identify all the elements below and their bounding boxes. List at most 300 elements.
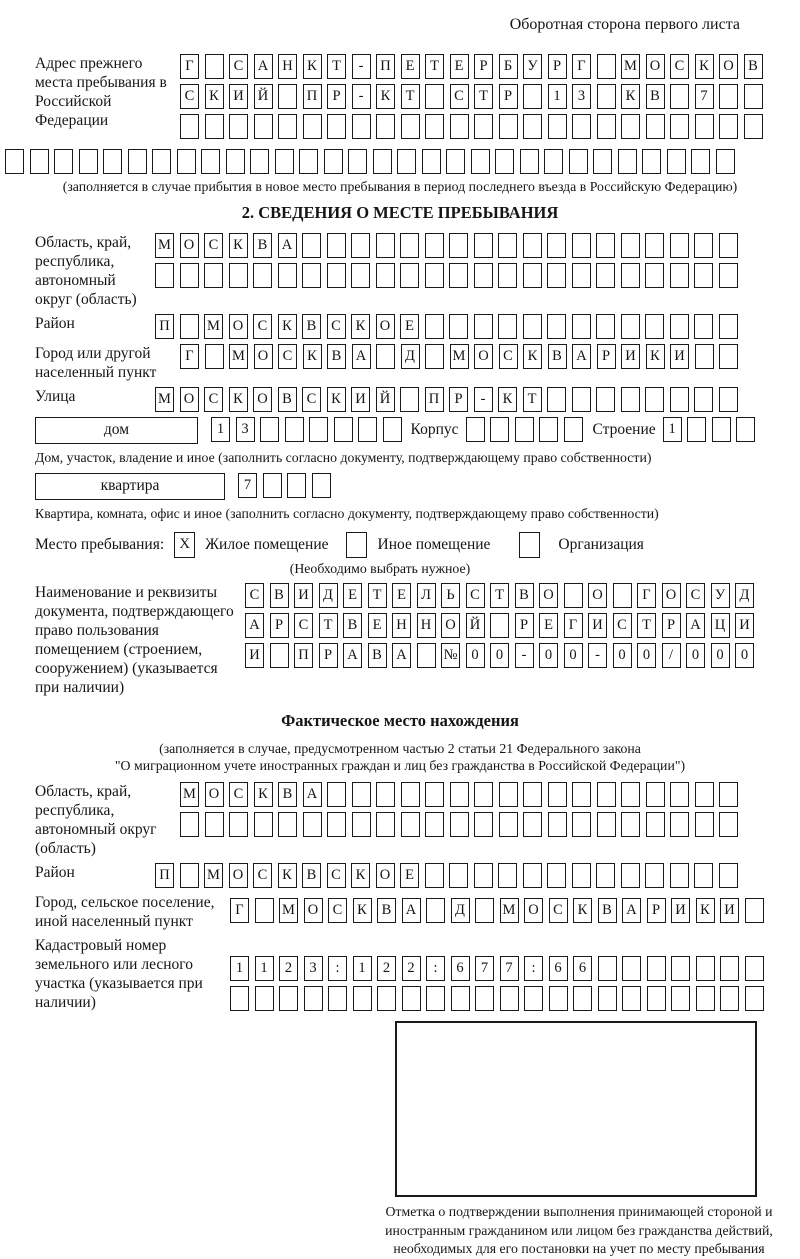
- char-cell[interactable]: С: [466, 583, 485, 608]
- char-cell[interactable]: [353, 986, 372, 1011]
- char-cell[interactable]: 0: [711, 643, 730, 668]
- char-cell[interactable]: 3: [572, 84, 591, 109]
- char-cell[interactable]: С: [499, 344, 518, 369]
- char-cell[interactable]: В: [278, 782, 297, 807]
- char-cell[interactable]: [547, 387, 566, 412]
- char-cell[interactable]: -: [515, 643, 534, 668]
- char-cell[interactable]: [719, 114, 738, 139]
- char-cell[interactable]: [278, 263, 297, 288]
- char-cell[interactable]: [327, 233, 346, 258]
- char-cell[interactable]: К: [229, 233, 248, 258]
- char-cell[interactable]: [695, 782, 714, 807]
- char-cell[interactable]: [204, 263, 223, 288]
- char-cell[interactable]: [564, 417, 583, 442]
- char-cell[interactable]: [716, 149, 735, 174]
- char-cell[interactable]: [348, 149, 367, 174]
- char-cell[interactable]: :: [524, 956, 543, 981]
- char-cell[interactable]: [696, 956, 715, 981]
- char-cell[interactable]: Р: [597, 344, 616, 369]
- char-cell[interactable]: В: [278, 387, 297, 412]
- char-cell[interactable]: [646, 114, 665, 139]
- char-cell[interactable]: [279, 986, 298, 1011]
- char-cell[interactable]: -: [588, 643, 607, 668]
- char-cell[interactable]: 7: [475, 956, 494, 981]
- char-cell[interactable]: С: [294, 613, 313, 638]
- char-cell[interactable]: [573, 986, 592, 1011]
- char-cell[interactable]: [376, 233, 395, 258]
- char-cell[interactable]: О: [254, 344, 273, 369]
- char-cell[interactable]: [278, 114, 297, 139]
- char-cell[interactable]: В: [253, 233, 272, 258]
- char-cell[interactable]: [425, 84, 444, 109]
- other-premises-checkbox[interactable]: [346, 532, 367, 558]
- char-cell[interactable]: [572, 233, 591, 258]
- char-cell[interactable]: [523, 114, 542, 139]
- char-cell[interactable]: 0: [686, 643, 705, 668]
- char-cell[interactable]: В: [270, 583, 289, 608]
- char-cell[interactable]: О: [180, 387, 199, 412]
- char-cell[interactable]: [670, 263, 689, 288]
- char-cell[interactable]: [621, 863, 640, 888]
- char-cell[interactable]: [694, 263, 713, 288]
- char-cell[interactable]: [645, 387, 664, 412]
- char-cell[interactable]: [671, 956, 690, 981]
- char-cell[interactable]: [201, 149, 220, 174]
- char-cell[interactable]: [474, 782, 493, 807]
- char-cell[interactable]: [302, 233, 321, 258]
- char-cell[interactable]: С: [229, 782, 248, 807]
- char-cell[interactable]: [229, 263, 248, 288]
- char-cell[interactable]: [303, 812, 322, 837]
- char-cell[interactable]: [302, 263, 321, 288]
- char-cell[interactable]: [670, 863, 689, 888]
- organization-checkbox[interactable]: [519, 532, 540, 558]
- char-cell[interactable]: О: [376, 314, 395, 339]
- char-cell[interactable]: О: [719, 54, 738, 79]
- char-cell[interactable]: [549, 986, 568, 1011]
- char-cell[interactable]: 2: [402, 956, 421, 981]
- char-cell[interactable]: [278, 812, 297, 837]
- char-cell[interactable]: М: [229, 344, 248, 369]
- char-cell[interactable]: [523, 863, 542, 888]
- char-cell[interactable]: [426, 898, 445, 923]
- char-cell[interactable]: А: [254, 54, 273, 79]
- char-cell[interactable]: [596, 387, 615, 412]
- char-cell[interactable]: [670, 812, 689, 837]
- char-cell[interactable]: [719, 314, 738, 339]
- char-cell[interactable]: [621, 387, 640, 412]
- char-cell[interactable]: Г: [230, 898, 249, 923]
- char-cell[interactable]: К: [353, 898, 372, 923]
- char-cell[interactable]: О: [646, 54, 665, 79]
- char-cell[interactable]: О: [229, 314, 248, 339]
- char-cell[interactable]: [621, 314, 640, 339]
- char-cell[interactable]: [596, 263, 615, 288]
- char-cell[interactable]: Н: [392, 613, 411, 638]
- char-cell[interactable]: [572, 863, 591, 888]
- char-cell[interactable]: Д: [451, 898, 470, 923]
- char-cell[interactable]: [645, 233, 664, 258]
- char-cell[interactable]: [474, 233, 493, 258]
- char-cell[interactable]: М: [204, 863, 223, 888]
- char-cell[interactable]: А: [402, 898, 421, 923]
- char-cell[interactable]: [402, 986, 421, 1011]
- char-cell[interactable]: [180, 263, 199, 288]
- char-cell[interactable]: [304, 986, 323, 1011]
- char-cell[interactable]: В: [646, 84, 665, 109]
- char-cell[interactable]: [383, 417, 402, 442]
- char-cell[interactable]: [401, 812, 420, 837]
- char-cell[interactable]: Т: [327, 54, 346, 79]
- char-cell[interactable]: [474, 114, 493, 139]
- char-cell[interactable]: К: [376, 84, 395, 109]
- char-cell[interactable]: [425, 782, 444, 807]
- char-cell[interactable]: О: [588, 583, 607, 608]
- char-cell[interactable]: Й: [466, 613, 485, 638]
- char-cell[interactable]: [645, 314, 664, 339]
- char-cell[interactable]: [54, 149, 73, 174]
- char-cell[interactable]: [572, 812, 591, 837]
- char-cell[interactable]: С: [327, 314, 346, 339]
- char-cell[interactable]: [670, 387, 689, 412]
- char-cell[interactable]: Е: [368, 613, 387, 638]
- char-cell[interactable]: [667, 149, 686, 174]
- char-cell[interactable]: [695, 344, 714, 369]
- char-cell[interactable]: [373, 149, 392, 174]
- char-cell[interactable]: [155, 263, 174, 288]
- char-cell[interactable]: [572, 782, 591, 807]
- char-cell[interactable]: С: [686, 583, 705, 608]
- char-cell[interactable]: С: [328, 898, 347, 923]
- char-cell[interactable]: [523, 812, 542, 837]
- char-cell[interactable]: [548, 812, 567, 837]
- char-cell[interactable]: Й: [376, 387, 395, 412]
- char-cell[interactable]: [736, 417, 755, 442]
- char-cell[interactable]: [299, 149, 318, 174]
- char-cell[interactable]: [327, 812, 346, 837]
- char-cell[interactable]: Н: [417, 613, 436, 638]
- char-cell[interactable]: [523, 782, 542, 807]
- char-cell[interactable]: С: [253, 314, 272, 339]
- char-cell[interactable]: 2: [377, 956, 396, 981]
- char-cell[interactable]: И: [588, 613, 607, 638]
- char-cell[interactable]: П: [155, 314, 174, 339]
- char-cell[interactable]: С: [450, 84, 469, 109]
- char-cell[interactable]: И: [294, 583, 313, 608]
- char-cell[interactable]: 0: [637, 643, 656, 668]
- char-cell[interactable]: [719, 344, 738, 369]
- char-cell[interactable]: С: [278, 344, 297, 369]
- char-cell[interactable]: [498, 863, 517, 888]
- char-cell[interactable]: [474, 314, 493, 339]
- char-cell[interactable]: [523, 263, 542, 288]
- char-cell[interactable]: К: [278, 314, 297, 339]
- char-cell[interactable]: И: [720, 898, 739, 923]
- char-cell[interactable]: П: [155, 863, 174, 888]
- char-cell[interactable]: С: [229, 54, 248, 79]
- char-cell[interactable]: [569, 149, 588, 174]
- char-cell[interactable]: А: [278, 233, 297, 258]
- char-cell[interactable]: [613, 583, 632, 608]
- char-cell[interactable]: [263, 473, 282, 498]
- char-cell[interactable]: В: [515, 583, 534, 608]
- char-cell[interactable]: [691, 149, 710, 174]
- char-cell[interactable]: 1: [353, 956, 372, 981]
- char-cell[interactable]: М: [621, 54, 640, 79]
- char-cell[interactable]: [618, 149, 637, 174]
- char-cell[interactable]: 6: [549, 956, 568, 981]
- char-cell[interactable]: 0: [613, 643, 632, 668]
- char-cell[interactable]: [744, 114, 763, 139]
- char-cell[interactable]: С: [670, 54, 689, 79]
- char-cell[interactable]: [598, 986, 617, 1011]
- char-cell[interactable]: [596, 233, 615, 258]
- char-cell[interactable]: И: [670, 344, 689, 369]
- char-cell[interactable]: [695, 114, 714, 139]
- char-cell[interactable]: [499, 114, 518, 139]
- char-cell[interactable]: С: [180, 84, 199, 109]
- char-cell[interactable]: [719, 84, 738, 109]
- char-cell[interactable]: [376, 812, 395, 837]
- char-cell[interactable]: [327, 782, 346, 807]
- char-cell[interactable]: М: [500, 898, 519, 923]
- char-cell[interactable]: [327, 114, 346, 139]
- char-cell[interactable]: [253, 263, 272, 288]
- char-cell[interactable]: [547, 233, 566, 258]
- char-cell[interactable]: [352, 114, 371, 139]
- char-cell[interactable]: [303, 114, 322, 139]
- char-cell[interactable]: У: [523, 54, 542, 79]
- char-cell[interactable]: [544, 149, 563, 174]
- char-cell[interactable]: [376, 114, 395, 139]
- char-cell[interactable]: [694, 387, 713, 412]
- char-cell[interactable]: [572, 263, 591, 288]
- char-cell[interactable]: [205, 344, 224, 369]
- char-cell[interactable]: [250, 149, 269, 174]
- char-cell[interactable]: [694, 863, 713, 888]
- char-cell[interactable]: [397, 149, 416, 174]
- char-cell[interactable]: [621, 263, 640, 288]
- char-cell[interactable]: [720, 986, 739, 1011]
- char-cell[interactable]: [180, 114, 199, 139]
- residential-checkbox[interactable]: [174, 532, 195, 558]
- char-cell[interactable]: [287, 473, 306, 498]
- char-cell[interactable]: [5, 149, 24, 174]
- char-cell[interactable]: [622, 956, 641, 981]
- char-cell[interactable]: 1: [211, 417, 230, 442]
- char-cell[interactable]: С: [204, 387, 223, 412]
- char-cell[interactable]: [103, 149, 122, 174]
- char-cell[interactable]: Т: [425, 54, 444, 79]
- char-cell[interactable]: [152, 149, 171, 174]
- char-cell[interactable]: [180, 314, 199, 339]
- char-cell[interactable]: [401, 114, 420, 139]
- char-cell[interactable]: [523, 84, 542, 109]
- char-cell[interactable]: [524, 986, 543, 1011]
- char-cell[interactable]: И: [621, 344, 640, 369]
- char-cell[interactable]: [696, 986, 715, 1011]
- char-cell[interactable]: К: [229, 387, 248, 412]
- char-cell[interactable]: К: [695, 54, 714, 79]
- char-cell[interactable]: В: [327, 344, 346, 369]
- char-cell[interactable]: [647, 986, 666, 1011]
- char-cell[interactable]: [446, 149, 465, 174]
- char-cell[interactable]: К: [278, 863, 297, 888]
- char-cell[interactable]: [312, 473, 331, 498]
- char-cell[interactable]: [229, 114, 248, 139]
- char-cell[interactable]: [205, 54, 224, 79]
- char-cell[interactable]: [324, 149, 343, 174]
- char-cell[interactable]: О: [304, 898, 323, 923]
- char-cell[interactable]: [285, 417, 304, 442]
- char-cell[interactable]: Д: [735, 583, 754, 608]
- char-cell[interactable]: [376, 782, 395, 807]
- char-cell[interactable]: [695, 812, 714, 837]
- char-cell[interactable]: О: [376, 863, 395, 888]
- char-cell[interactable]: [425, 263, 444, 288]
- char-cell[interactable]: К: [573, 898, 592, 923]
- char-cell[interactable]: /: [662, 643, 681, 668]
- char-cell[interactable]: О: [474, 344, 493, 369]
- char-cell[interactable]: Р: [319, 643, 338, 668]
- char-cell[interactable]: [745, 986, 764, 1011]
- char-cell[interactable]: Е: [401, 54, 420, 79]
- char-cell[interactable]: Р: [270, 613, 289, 638]
- char-cell[interactable]: :: [328, 956, 347, 981]
- char-cell[interactable]: М: [180, 782, 199, 807]
- char-cell[interactable]: А: [343, 643, 362, 668]
- char-cell[interactable]: Й: [254, 84, 273, 109]
- char-cell[interactable]: Г: [180, 54, 199, 79]
- char-cell[interactable]: [572, 114, 591, 139]
- char-cell[interactable]: [352, 812, 371, 837]
- char-cell[interactable]: [498, 263, 517, 288]
- char-cell[interactable]: [449, 263, 468, 288]
- char-cell[interactable]: Г: [180, 344, 199, 369]
- char-cell[interactable]: [670, 233, 689, 258]
- char-cell[interactable]: [351, 233, 370, 258]
- char-cell[interactable]: [495, 149, 514, 174]
- char-cell[interactable]: Т: [319, 613, 338, 638]
- char-cell[interactable]: -: [352, 54, 371, 79]
- char-cell[interactable]: К: [205, 84, 224, 109]
- char-cell[interactable]: Р: [474, 54, 493, 79]
- char-cell[interactable]: 7: [500, 956, 519, 981]
- char-cell[interactable]: О: [253, 387, 272, 412]
- char-cell[interactable]: [309, 417, 328, 442]
- char-cell[interactable]: О: [441, 613, 460, 638]
- char-cell[interactable]: В: [343, 613, 362, 638]
- char-cell[interactable]: [226, 149, 245, 174]
- char-cell[interactable]: С: [204, 233, 223, 258]
- char-cell[interactable]: И: [351, 387, 370, 412]
- char-cell[interactable]: [646, 812, 665, 837]
- char-cell[interactable]: [376, 263, 395, 288]
- char-cell[interactable]: М: [155, 233, 174, 258]
- char-cell[interactable]: [597, 812, 616, 837]
- char-cell[interactable]: Р: [662, 613, 681, 638]
- char-cell[interactable]: [597, 114, 616, 139]
- char-cell[interactable]: А: [622, 898, 641, 923]
- char-cell[interactable]: [548, 782, 567, 807]
- char-cell[interactable]: [499, 782, 518, 807]
- char-cell[interactable]: [376, 344, 395, 369]
- char-cell[interactable]: Р: [515, 613, 534, 638]
- char-cell[interactable]: М: [155, 387, 174, 412]
- char-cell[interactable]: [422, 149, 441, 174]
- char-cell[interactable]: Е: [539, 613, 558, 638]
- char-cell[interactable]: А: [352, 344, 371, 369]
- char-cell[interactable]: [425, 314, 444, 339]
- char-cell[interactable]: [229, 812, 248, 837]
- char-cell[interactable]: [400, 233, 419, 258]
- char-cell[interactable]: [490, 613, 509, 638]
- char-cell[interactable]: К: [351, 863, 370, 888]
- char-cell[interactable]: К: [523, 344, 542, 369]
- char-cell[interactable]: [712, 417, 731, 442]
- char-cell[interactable]: [523, 233, 542, 258]
- char-cell[interactable]: П: [303, 84, 322, 109]
- char-cell[interactable]: В: [368, 643, 387, 668]
- char-cell[interactable]: [499, 812, 518, 837]
- char-cell[interactable]: М: [279, 898, 298, 923]
- char-cell[interactable]: [719, 387, 738, 412]
- char-cell[interactable]: [593, 149, 612, 174]
- char-cell[interactable]: И: [229, 84, 248, 109]
- char-cell[interactable]: [30, 149, 49, 174]
- char-cell[interactable]: Д: [401, 344, 420, 369]
- char-cell[interactable]: [474, 263, 493, 288]
- char-cell[interactable]: К: [327, 387, 346, 412]
- char-cell[interactable]: :: [426, 956, 445, 981]
- char-cell[interactable]: [646, 782, 665, 807]
- char-cell[interactable]: [520, 149, 539, 174]
- char-cell[interactable]: [128, 149, 147, 174]
- char-cell[interactable]: [719, 782, 738, 807]
- char-cell[interactable]: [598, 956, 617, 981]
- char-cell[interactable]: Т: [637, 613, 656, 638]
- char-cell[interactable]: 1: [548, 84, 567, 109]
- char-cell[interactable]: П: [425, 387, 444, 412]
- char-cell[interactable]: Т: [401, 84, 420, 109]
- char-cell[interactable]: [278, 84, 297, 109]
- char-cell[interactable]: О: [662, 583, 681, 608]
- char-cell[interactable]: М: [450, 344, 469, 369]
- char-cell[interactable]: В: [548, 344, 567, 369]
- char-cell[interactable]: 0: [735, 643, 754, 668]
- char-cell[interactable]: [719, 812, 738, 837]
- char-cell[interactable]: П: [376, 54, 395, 79]
- char-cell[interactable]: К: [498, 387, 517, 412]
- char-cell[interactable]: [270, 643, 289, 668]
- char-cell[interactable]: [328, 986, 347, 1011]
- char-cell[interactable]: Р: [548, 54, 567, 79]
- char-cell[interactable]: [426, 986, 445, 1011]
- char-cell[interactable]: К: [254, 782, 273, 807]
- char-cell[interactable]: [334, 417, 353, 442]
- char-cell[interactable]: 1: [663, 417, 682, 442]
- char-cell[interactable]: А: [686, 613, 705, 638]
- char-cell[interactable]: [205, 114, 224, 139]
- char-cell[interactable]: [719, 263, 738, 288]
- char-cell[interactable]: [205, 812, 224, 837]
- char-cell[interactable]: О: [205, 782, 224, 807]
- char-cell[interactable]: [548, 114, 567, 139]
- char-cell[interactable]: Р: [449, 387, 468, 412]
- char-cell[interactable]: [490, 417, 509, 442]
- char-cell[interactable]: И: [245, 643, 264, 668]
- char-cell[interactable]: [597, 782, 616, 807]
